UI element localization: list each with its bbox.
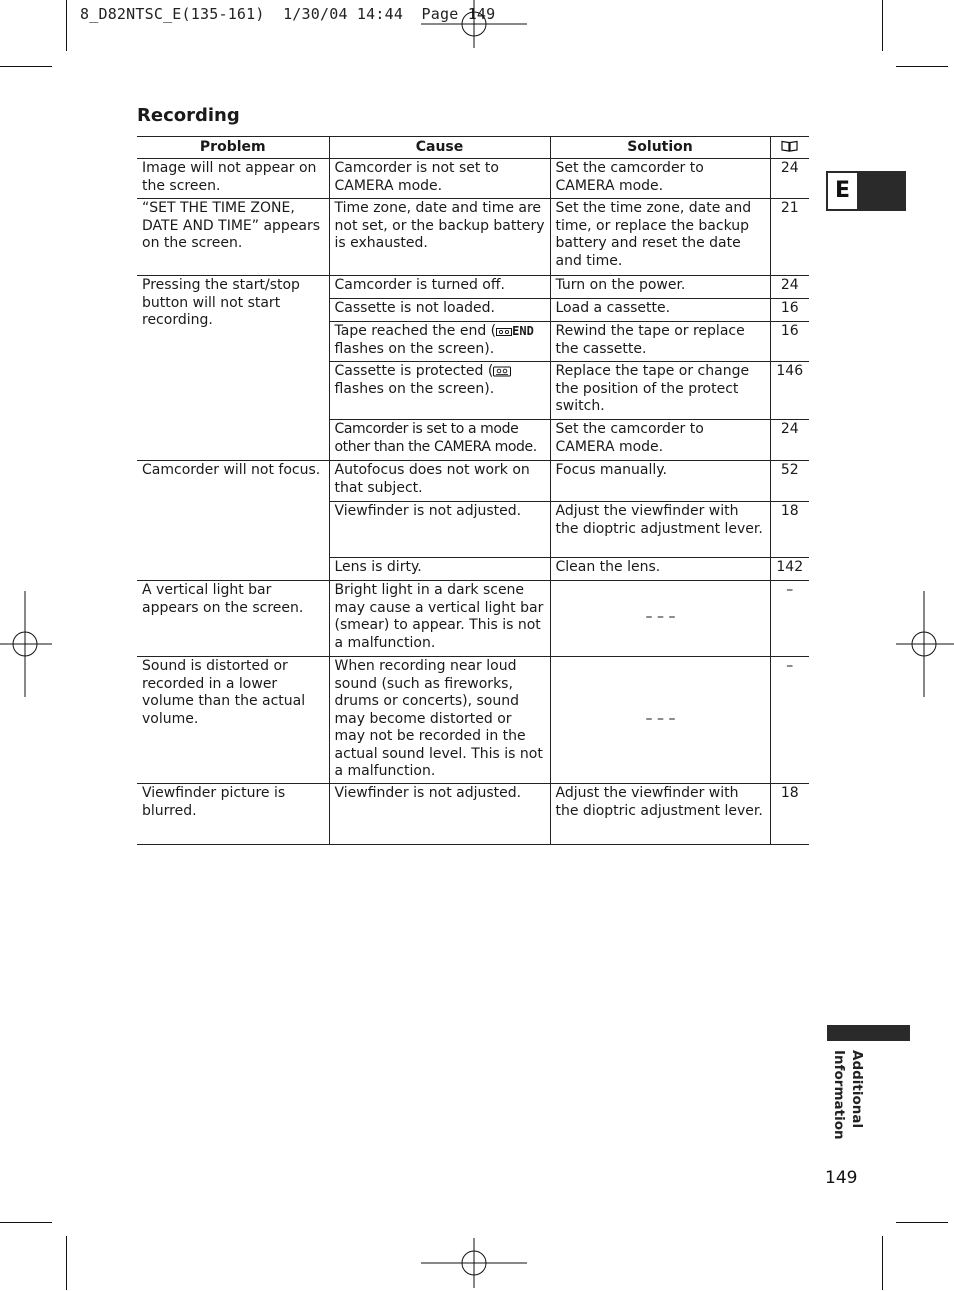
page-ref-cell: 24 [770,159,809,199]
page-ref-cell: 21 [770,199,809,276]
solution-cell: – – – [550,581,770,657]
page-ref-cell: 146 [770,362,809,420]
problem-cell: Viewfinder picture is blurred. [137,784,329,845]
cause-cell [329,362,550,420]
solution-cell: Clean the lens. [550,558,770,581]
solution-cell: Focus manually. [550,461,770,502]
language-tab [826,171,906,211]
cause-text: Cassette is protected ( [334,363,494,379]
solution-cell: Adjust the viewfinder with the dioptric adjustment lever. [550,502,770,558]
table-row [137,159,809,199]
end-indicator: END [512,324,534,338]
cause-cell: Autofocus does not work on that subject. [329,461,550,502]
cause-cell: Camcorder is turned off. [329,276,550,299]
solution-cell: Adjust the viewfinder with the dioptric adjustment lever. [550,784,770,845]
registration-mark-top [421,0,527,50]
language-tab-letter: E [827,172,858,210]
table-row [137,581,809,657]
page-ref-cell: 18 [770,502,809,558]
problem-cell: Image will not appear on the screen. [137,159,329,199]
page-ref-cell: 18 [770,784,809,845]
cause-cell: When recording near loud sound (such as fireworks, drums or concerts), sound may become distorted or may not be recorded in the actual sound level. This is not a malfunction. [329,657,550,784]
section-marker-bar [827,1025,910,1041]
solution-cell: Turn on the power. [550,276,770,299]
solution-cell: Set the time zone, date and time, or replace the backup battery and reset the date and time. [550,199,770,276]
solution-cell: Rewind the tape or replace the cassette. [550,322,770,362]
table-row [137,657,809,784]
solution-cell: Set the camcorder to CAMERA mode. [550,420,770,461]
solution-cell: – – – [550,657,770,784]
troubleshooting-table [137,136,809,845]
registration-mark-bottom [421,1238,527,1288]
page-number: 149 [825,1168,858,1188]
cause-cell: Lens is dirty. [329,558,550,581]
page-ref-cell: 52 [770,461,809,502]
side-label-line2: Information [831,1050,847,1140]
cause-text: flashes on the screen). [334,340,495,357]
header-cause: Cause [329,137,550,159]
problem-cell: “SET THE TIME ZONE, DATE AND TIME” appears on the screen. [137,199,329,276]
problem-cell: Camcorder will not focus. [137,461,329,581]
cause-cell: Camcorder is not set to CAMERA mode. [329,159,550,199]
table-row [137,461,809,502]
cause-text: Tape reached the end ( [334,323,497,339]
cause-cell: Camcorder is set to a mode other than the CAMERA mode. [329,420,550,461]
page-ref-cell: 16 [770,322,809,362]
header-problem: Problem [137,137,329,159]
header-solution: Solution [550,137,770,159]
page-ref-cell: – [770,581,809,657]
cause-cell: Time zone, date and time are not set, or the backup battery is exhausted. [329,199,550,276]
cause-text: flashes on the screen). [334,380,495,397]
page-ref-cell: 24 [770,276,809,299]
table-row [137,276,809,299]
solution-cell: Set the camcorder to CAMERA mode. [550,159,770,199]
problem-cell: Pressing the start/stop button will not start recording. [137,276,329,461]
page-ref-cell: – [770,657,809,784]
book-icon [781,140,798,152]
cause-cell: Bright light in a dark scene may cause a vertical light bar (smear) to appear. This is not a malfunction. [329,581,550,657]
problem-cell: Sound is distorted or recorded in a lower volume than the actual volume. [137,657,329,784]
header-page [770,137,809,159]
cause-cell [329,322,550,362]
side-label-line1: Additional [849,1050,865,1129]
cause-cell: Viewfinder is not adjusted. [329,784,550,845]
section-side-label [828,1050,866,1140]
page-ref-cell: 24 [770,420,809,461]
print-slug: 8_D82NTSC_E(135-161) 1/30/04 14:44 Page 149 [80,5,496,23]
solution-cell: Load a cassette. [550,299,770,322]
page-ref-cell: 16 [770,299,809,322]
problem-cell: A vertical light bar appears on the screen. [137,581,329,657]
tape-end-icon [496,327,512,337]
registration-mark-left [0,591,52,697]
cassette-icon [493,366,511,377]
section-title: Recording [137,105,240,126]
cause-cell: Cassette is not loaded. [329,299,550,322]
table-row [137,199,809,276]
registration-mark-right [896,591,954,697]
cause-cell: Viewfinder is not adjusted. [329,502,550,558]
page-ref-cell: 142 [770,558,809,581]
table-row [137,784,809,845]
solution-cell: Replace the tape or change the position of the protect switch. [550,362,770,420]
table-header-row [137,137,809,159]
